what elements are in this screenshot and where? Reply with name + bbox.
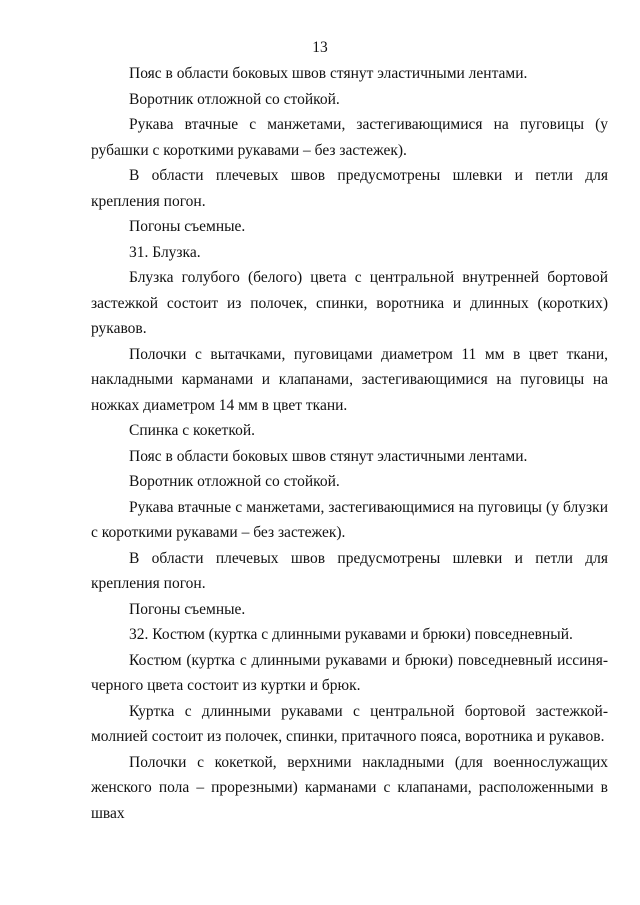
paragraph-blouse-shoulder-loops: В области плечевых швов предусмотрены шлевки и петли для крепления погон.	[91, 549, 608, 592]
paragraph-blouse-description: Блузка голубого (белого) цвета с центральной внутренней бортовой застежкой состоит из полочек, спинки, воротника и длинных (коротких) рукавов.	[91, 269, 608, 337]
paragraph-collar: Воротник отложной со стойкой.	[129, 90, 340, 108]
paragraph-epaulettes: Погоны съемные.	[129, 218, 246, 235]
paragraph-jacket-fronts: Полочки с кокеткой, верхними накладными (для военнослужащих женского пола – прорезными) карманами с клапанами, расположенными в швах	[91, 753, 608, 822]
paragraph-blouse-belt: Пояс в области боковых швов стянут эластичными лентами.	[129, 447, 528, 465]
paragraph-blouse-sleeves: Рукава втачные с манжетами, застегивающимися на пуговицы (у блузки с короткими рукавами – без застежек).	[91, 498, 608, 541]
document-body	[91, 61, 608, 826]
paragraph-belt: Пояс в области боковых швов стянут эластичными лентами.	[129, 65, 528, 82]
paragraph-suit-description: Костюм (куртка с длинными рукавами и брюки) повседневный иссиня-черного цвета состоит из куртки и брюк.	[91, 651, 608, 694]
paragraph-blouse-epaulettes: Погоны съемные.	[129, 600, 246, 618]
section-heading-blouse: 31. Блузка.	[129, 243, 201, 261]
paragraph-blouse-back: Спинка с кокеткой.	[129, 422, 255, 439]
paragraph-shoulder-loops: В области плечевых швов предусмотрены шлевки и петли для крепления погон.	[91, 167, 608, 210]
paragraph-jacket: Куртка с длинными рукавами с центральной бортовой застежкой-молнией состоит из полочек, спинки, притачного пояса, воротника и рукавов.	[91, 702, 608, 745]
page-number: 13	[312, 39, 328, 56]
paragraph-blouse-fronts: Полочки с вытачками, пуговицами диаметром 11 мм в цвет ткани, накладными карманами и клапанами, застегивающимися на пуговицы на ножках диаметром 14 мм в цвет ткани.	[91, 345, 608, 414]
paragraph-blouse-collar: Воротник отложной со стойкой.	[129, 473, 340, 490]
paragraph-sleeves: Рукава втачные с манжетами, застегивающимися на пуговицы (у рубашки с короткими рукавами – без застежек).	[91, 116, 608, 159]
section-heading-suit: 32. Костюм (куртка с длинными рукавами и брюки) повседневный.	[129, 626, 573, 643]
